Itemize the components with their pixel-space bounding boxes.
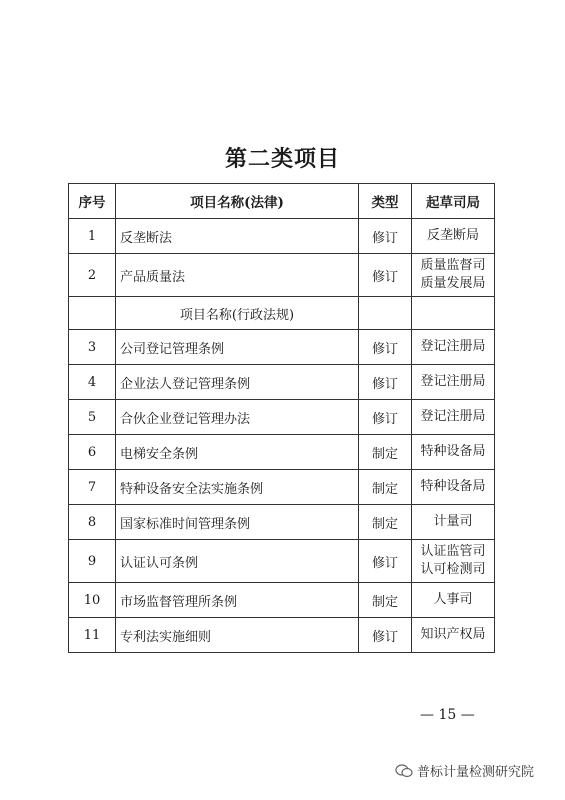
row-name: 国家标准时间管理条例 [116, 505, 359, 540]
row-type: 修订 [359, 330, 412, 365]
subheader-section [69, 297, 495, 330]
subheader-empty-type [359, 297, 412, 330]
regulation-rows [69, 330, 495, 653]
row-org-line: 登记注册局 [420, 409, 486, 424]
row-org [412, 365, 495, 400]
law-rows [69, 219, 495, 297]
table-row [69, 540, 495, 583]
row-name: 产品质量法 [116, 254, 359, 297]
row-number: 5 [69, 400, 116, 435]
row-number: 4 [69, 365, 116, 400]
header-type: 类型 [359, 184, 412, 219]
watermark [395, 761, 534, 780]
row-name: 电梯安全条例 [116, 435, 359, 470]
table-row [69, 435, 495, 470]
wechat-icon [395, 764, 413, 778]
row-type: 修订 [359, 618, 412, 653]
watermark-text: 普标计量检测研究院 [417, 765, 535, 780]
row-name: 市场监督管理所条例 [116, 583, 359, 618]
row-org [412, 470, 495, 505]
table-row [69, 505, 495, 540]
row-number: 3 [69, 330, 116, 365]
row-number: 8 [69, 505, 116, 540]
row-type: 制定 [359, 470, 412, 505]
row-number: 6 [69, 435, 116, 470]
row-org [412, 435, 495, 470]
row-org [412, 219, 495, 254]
row-org-line: 计量司 [433, 514, 473, 529]
subheader-empty-org [412, 297, 495, 330]
table-row [69, 400, 495, 435]
row-type: 修订 [359, 400, 412, 435]
header-org: 起草司局 [412, 184, 495, 219]
row-org [412, 540, 495, 583]
row-name: 专利法实施细则 [116, 618, 359, 653]
row-org-line: 登记注册局 [420, 339, 486, 354]
row-number: 11 [69, 618, 116, 653]
header-name: 项目名称(法律) [116, 184, 359, 219]
row-org [412, 583, 495, 618]
table-row [69, 618, 495, 653]
row-type: 制定 [359, 583, 412, 618]
row-type: 修订 [359, 254, 412, 297]
row-type: 制定 [359, 435, 412, 470]
row-org-line: 人事司 [433, 592, 473, 607]
row-org [412, 618, 495, 653]
row-name: 合伙企业登记管理办法 [116, 400, 359, 435]
row-name: 认证认可条例 [116, 540, 359, 583]
table-row [69, 583, 495, 618]
row-name: 公司登记管理条例 [116, 330, 359, 365]
row-org-line: 知识产权局 [420, 627, 486, 642]
row-type: 制定 [359, 505, 412, 540]
row-number: 9 [69, 540, 116, 583]
row-org-line: 反垄断局 [426, 228, 479, 243]
row-org-line: 特种设备局 [420, 479, 486, 494]
row-name: 企业法人登记管理条例 [116, 365, 359, 400]
subheader-row [69, 297, 495, 330]
row-org-line: 质量监督司 [420, 258, 486, 273]
page-title: 第二类项目 [224, 146, 340, 172]
page-number: — 15 — [420, 707, 475, 723]
row-name: 反垄断法 [116, 219, 359, 254]
row-org-line: 认可检测司 [420, 562, 486, 577]
table-header-row [69, 184, 495, 219]
row-type: 修订 [359, 219, 412, 254]
row-number: 10 [69, 583, 116, 618]
row-org-line: 特种设备局 [420, 444, 486, 459]
row-org [412, 400, 495, 435]
subheader-empty-no [69, 297, 116, 330]
subheader-label: 项目名称(行政法规) [116, 297, 359, 330]
row-org [412, 330, 495, 365]
header-no: 序号 [69, 184, 116, 219]
row-type: 修订 [359, 540, 412, 583]
table-row [69, 330, 495, 365]
table-row [69, 470, 495, 505]
row-number: 7 [69, 470, 116, 505]
row-org-line: 质量发展局 [420, 276, 486, 291]
project-table [68, 183, 495, 653]
row-org-line: 认证监管司 [420, 544, 486, 559]
row-org-line: 登记注册局 [420, 374, 486, 389]
row-name: 特种设备安全法实施条例 [116, 470, 359, 505]
table-row [69, 219, 495, 254]
table-row [69, 254, 495, 297]
row-number: 1 [69, 219, 116, 254]
row-type: 修订 [359, 365, 412, 400]
row-number: 2 [69, 254, 116, 297]
table-row [69, 365, 495, 400]
row-org [412, 505, 495, 540]
row-org [412, 254, 495, 297]
